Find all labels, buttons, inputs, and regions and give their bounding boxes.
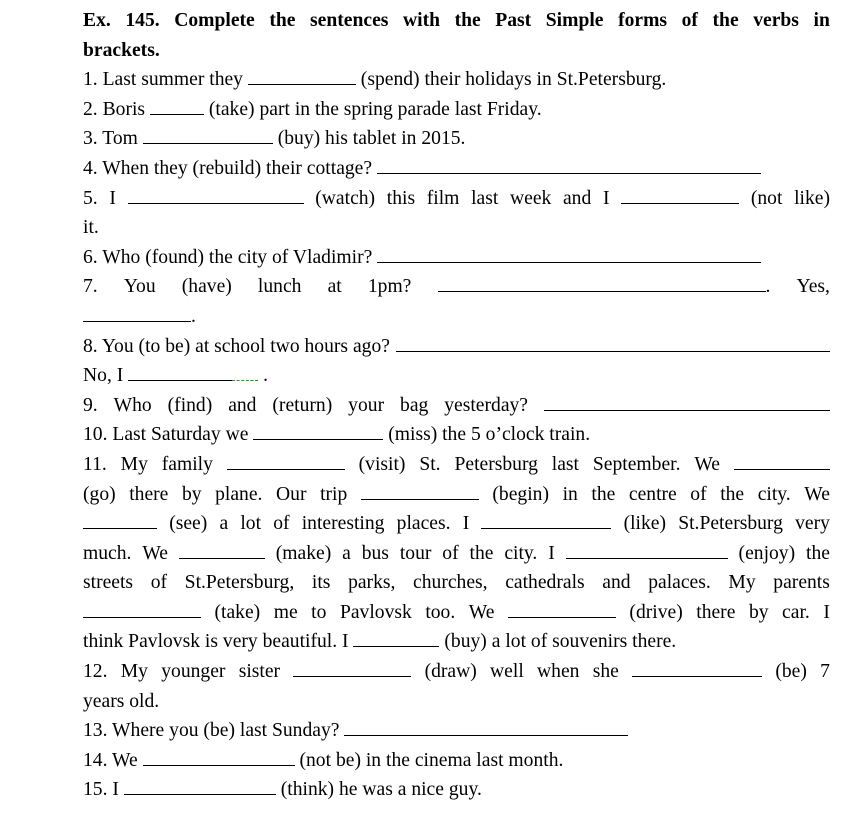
word: Our xyxy=(276,483,307,505)
title-word: sentences xyxy=(310,10,389,31)
word: (drive) xyxy=(629,601,683,623)
sentence-7 xyxy=(83,272,830,302)
word: its xyxy=(311,572,331,594)
answer-blank[interactable] xyxy=(438,273,766,292)
answer-blank[interactable] xyxy=(734,451,830,470)
word: My xyxy=(120,453,148,475)
answer-blank[interactable] xyxy=(248,66,356,85)
sentence-8-cont xyxy=(83,361,830,391)
sentence-text: (buy) a lot of souvenirs there. xyxy=(444,631,677,653)
word: very xyxy=(795,513,830,535)
exercise-document xyxy=(83,6,830,805)
word: (visit) xyxy=(358,453,406,475)
word: last xyxy=(471,187,499,209)
word: parents xyxy=(773,572,830,594)
word: and xyxy=(602,572,631,594)
exercise-title xyxy=(83,6,830,36)
sentence-11-line-5 xyxy=(83,568,830,598)
sentence-text: 6. Who (found) the city of Vladimir? xyxy=(83,246,373,268)
sentence-13 xyxy=(83,716,830,746)
sentence-text: 10. Last Saturday we xyxy=(83,424,249,446)
answer-blank[interactable] xyxy=(83,599,201,618)
title-word: Simple xyxy=(545,10,604,31)
word: 1pm? xyxy=(367,276,412,298)
word: Pavlovsk xyxy=(339,601,412,623)
exercise-title-cont: brackets. xyxy=(83,39,160,61)
sentence-text: (buy) his tablet in 2015. xyxy=(277,128,466,150)
word: family xyxy=(161,453,213,475)
word: of xyxy=(690,483,707,505)
word: 7. xyxy=(83,276,98,298)
title-word: Ex. xyxy=(83,10,111,31)
sentence-text: (not be) in the cinema last month. xyxy=(299,749,564,771)
answer-blank[interactable] xyxy=(508,599,616,618)
word: (take) xyxy=(214,601,261,623)
word: of xyxy=(150,572,168,594)
word: in xyxy=(562,483,578,505)
word: St. xyxy=(419,453,441,475)
answer-blank[interactable] xyxy=(566,540,728,559)
answer-blank[interactable] xyxy=(361,481,479,500)
word: streets xyxy=(83,572,134,594)
sentence-11-line-2 xyxy=(83,480,830,510)
sentence-14 xyxy=(83,746,830,776)
answer-blank[interactable] xyxy=(150,96,204,115)
word: . xyxy=(191,305,196,327)
word: 12. xyxy=(83,661,108,683)
word: much. xyxy=(83,542,132,564)
answer-blank[interactable] xyxy=(353,628,439,647)
sentence-4 xyxy=(83,154,830,184)
word: Yes, xyxy=(796,276,830,298)
sentence-text: (take) part in the spring parade last Friday. xyxy=(208,98,542,120)
word: lot xyxy=(240,513,262,535)
word: tour xyxy=(399,542,432,564)
sentence-12-cont: years old. xyxy=(83,690,160,712)
sentence-15 xyxy=(83,775,830,805)
word: Petersburg xyxy=(454,453,538,475)
word: centre xyxy=(628,483,677,505)
sentence-text: 4. When they (rebuild) their cottage? xyxy=(83,157,373,179)
word: (watch) xyxy=(315,187,376,209)
word: (go) xyxy=(83,483,116,505)
sentence-9 xyxy=(83,391,830,421)
word: cathedrals xyxy=(505,572,585,594)
word: (make) xyxy=(275,542,332,564)
title-word: forms xyxy=(618,10,668,31)
word: film xyxy=(426,187,460,209)
word: there xyxy=(129,483,169,505)
sentence-11-line-4 xyxy=(83,539,830,569)
word: car. xyxy=(782,601,810,623)
sentence-3 xyxy=(83,124,830,154)
word: My xyxy=(728,572,756,594)
sentence-text: No, I xyxy=(83,365,124,387)
word: (see) xyxy=(169,513,208,535)
answer-blank[interactable] xyxy=(632,658,762,677)
word: sister xyxy=(238,661,281,683)
answer-blank[interactable] xyxy=(377,244,761,263)
word: last xyxy=(551,453,580,475)
word: when xyxy=(537,661,580,683)
answer-blank[interactable] xyxy=(179,540,265,559)
word: and xyxy=(228,394,257,416)
word: (be) xyxy=(775,661,807,683)
sentence-12 xyxy=(83,657,830,687)
title-word: the xyxy=(269,10,296,31)
sentence-11-line-7 xyxy=(83,627,830,657)
word: city. xyxy=(757,483,791,505)
sentence-11-line-6 xyxy=(83,598,830,628)
word: . xyxy=(263,365,268,387)
word: I xyxy=(823,601,830,623)
word: she xyxy=(592,661,619,683)
answer-blank[interactable] xyxy=(143,125,273,144)
sentence-1 xyxy=(83,65,830,95)
answer-blank[interactable] xyxy=(83,303,191,322)
word: (not xyxy=(750,187,783,209)
word: interesting xyxy=(301,513,385,535)
word: the xyxy=(720,483,745,505)
word: your xyxy=(348,394,385,416)
answer-blank[interactable] xyxy=(128,362,232,381)
answer-blank[interactable] xyxy=(344,717,628,736)
sentence-5 xyxy=(83,184,830,214)
sentence-6 xyxy=(83,243,830,273)
word: 5. xyxy=(83,187,98,209)
sentence-text: 13. Where you (be) last Sunday? xyxy=(83,720,340,742)
word: I xyxy=(548,542,555,564)
sentence-11 xyxy=(83,450,830,480)
sentence-7-cont xyxy=(83,302,830,332)
title-word: 145. xyxy=(125,10,160,31)
sentence-text: 1. Last summer they xyxy=(83,69,243,91)
title-word: the xyxy=(712,10,739,31)
sentence-8 xyxy=(83,332,830,362)
sentence-10 xyxy=(83,420,830,450)
word: the xyxy=(806,542,830,564)
word: churches, xyxy=(413,572,488,594)
title-word: verbs xyxy=(753,10,799,31)
word: too. xyxy=(425,601,456,623)
word: St.Petersburg xyxy=(678,513,783,535)
answer-blank[interactable] xyxy=(83,510,157,529)
word: me xyxy=(273,601,298,623)
word: September. xyxy=(592,453,681,475)
word: places. xyxy=(396,513,451,535)
answer-blank[interactable] xyxy=(396,333,830,352)
word: Who xyxy=(113,394,152,416)
word: (return) xyxy=(272,394,333,416)
sentence-text: think Pavlovsk is very beautiful. I xyxy=(83,631,349,653)
word: bus xyxy=(361,542,389,564)
word: (enjoy) xyxy=(738,542,796,564)
title-word: Complete xyxy=(174,10,255,31)
word: week xyxy=(509,187,552,209)
title-word: the xyxy=(454,10,481,31)
answer-blank[interactable] xyxy=(621,185,739,204)
sentence-text: (think) he was a nice guy. xyxy=(280,779,482,801)
word: (draw) xyxy=(424,661,477,683)
title-word: of xyxy=(681,10,698,31)
sentence-text: (spend) their holidays in St.Petersburg. xyxy=(360,69,667,91)
word: We xyxy=(804,483,830,505)
word: My xyxy=(120,661,148,683)
word: . xyxy=(765,276,771,298)
word: at xyxy=(327,276,342,298)
title-word: with xyxy=(402,10,440,31)
answer-blank[interactable] xyxy=(293,658,411,677)
answer-blank[interactable] xyxy=(544,392,830,411)
answer-blank[interactable] xyxy=(128,185,304,204)
word: We xyxy=(694,453,720,475)
word: by xyxy=(748,601,769,623)
word: (like) xyxy=(623,513,667,535)
answer-blank[interactable] xyxy=(124,776,276,795)
word: the xyxy=(469,542,494,564)
word: the xyxy=(591,483,616,505)
word: I xyxy=(462,513,470,535)
word: like) xyxy=(794,187,830,209)
word: parks, xyxy=(348,572,396,594)
word: I xyxy=(109,187,116,209)
word: city. xyxy=(504,542,538,564)
sentence-text: (miss) the 5 o’clock train. xyxy=(388,424,591,446)
title-word: in xyxy=(813,10,830,31)
word: palaces. xyxy=(648,572,711,594)
spellcheck-mark xyxy=(232,364,258,381)
word: plane. xyxy=(215,483,263,505)
sentence-text: 8. You (to be) at school two hours ago? xyxy=(83,335,390,357)
sentence-text: 15. I xyxy=(83,779,119,801)
word: St.Petersburg, xyxy=(184,572,295,594)
word: lunch xyxy=(257,276,302,298)
word: this xyxy=(386,187,416,209)
word: bag xyxy=(400,394,429,416)
word: You xyxy=(123,276,156,298)
word: yesterday? xyxy=(444,394,529,416)
sentence-text: 14. We xyxy=(83,749,138,771)
word: trip xyxy=(320,483,348,505)
answer-blank[interactable] xyxy=(481,510,611,529)
word: We xyxy=(142,542,168,564)
answer-blank[interactable] xyxy=(227,451,345,470)
answer-blank[interactable] xyxy=(143,747,295,766)
word: of xyxy=(442,542,459,564)
word: 7 xyxy=(820,661,830,683)
word: of xyxy=(273,513,290,535)
word: We xyxy=(468,601,495,623)
word: a xyxy=(342,542,351,564)
word: (begin) xyxy=(492,483,549,505)
word: well xyxy=(490,661,524,683)
word: a xyxy=(219,513,229,535)
word: 9. xyxy=(83,394,98,416)
word: I xyxy=(602,187,610,209)
sentence-11-line-3 xyxy=(83,509,830,539)
word: (have) xyxy=(181,276,232,298)
word: younger xyxy=(161,661,226,683)
sentence-text: 3. Tom xyxy=(83,128,138,150)
word: there xyxy=(696,601,736,623)
sentence-text: 2. Boris xyxy=(83,98,146,120)
word: by xyxy=(181,483,202,505)
answer-blank[interactable] xyxy=(253,421,383,440)
word: 11. xyxy=(83,453,107,475)
title-word: Past xyxy=(495,10,532,31)
sentence-2 xyxy=(83,95,830,125)
sentence-5-cont: it. xyxy=(83,217,99,239)
word: to xyxy=(311,601,327,623)
word: and xyxy=(562,187,592,209)
word: (find) xyxy=(167,394,213,416)
answer-blank[interactable] xyxy=(377,155,761,174)
